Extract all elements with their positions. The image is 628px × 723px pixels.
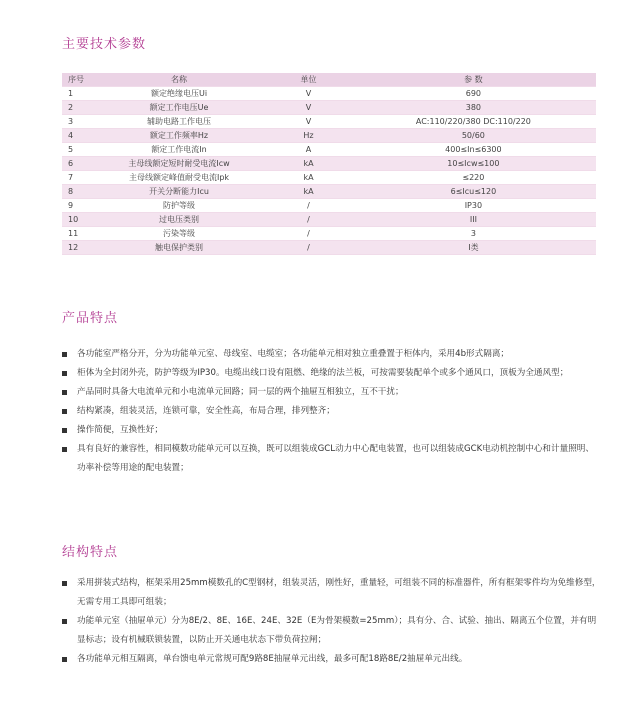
list-item-text: 各功能单元相互隔离，单台馈电单元常规可配9路8E抽屉单元出线，最多可配18路8E/2抽屉单元出线。	[77, 654, 468, 664]
list-item	[62, 421, 602, 440]
cell-name: 主母线额定短时耐受电流Icw	[128, 159, 230, 168]
cell-no: 9	[68, 201, 74, 210]
square-bullet-icon	[62, 581, 67, 586]
cell-unit: kA	[303, 173, 314, 182]
list-item-text: 采用拼装式结构，框架采用25mm模数孔的C型钢材，组装灵活，刚性好，重量轻，可组装不同的标准器件，所有框架零件均为免维修型，无需专用工具即可组装；	[77, 578, 601, 607]
cell-no: 2	[68, 103, 74, 112]
list-item	[62, 383, 602, 402]
square-bullet-icon	[62, 409, 67, 414]
cell-no: 3	[68, 117, 74, 126]
square-bullet-icon	[62, 352, 67, 357]
header-no: 序号	[68, 75, 84, 84]
cell-unit: /	[307, 215, 310, 224]
cell-unit: /	[307, 201, 310, 210]
square-bullet-icon	[62, 390, 67, 395]
list-item	[62, 345, 602, 364]
cell-value: 50/60	[461, 131, 485, 140]
cell-name: 污染等级	[163, 229, 196, 238]
table-row	[62, 129, 596, 143]
table-row	[62, 115, 596, 129]
cell-no: 4	[68, 131, 74, 140]
cell-name: 辅助电路工作电压	[147, 117, 212, 126]
cell-name: 开关分断能力Icu	[149, 187, 209, 196]
list-item-text: 具有良好的兼容性，相同模数功能单元可以互换，既可以组装成GCL动力中心配电装置，也可以组装成GCK电动机控制中心和计量照明、功率补偿等用途的配电装置；	[77, 444, 594, 473]
features-list	[62, 345, 602, 478]
cell-name: 过电压类别	[159, 215, 200, 224]
cell-unit: V	[305, 89, 312, 98]
cell-name: 防护等级	[163, 201, 196, 210]
list-item	[62, 574, 602, 612]
cell-value: AC:110/220/380 DC:110/220	[415, 117, 531, 126]
table-row	[62, 143, 596, 157]
cell-name: 额定工作频率Hz	[149, 131, 209, 140]
table-row	[62, 199, 596, 213]
table-row	[62, 101, 596, 115]
structure-section-title: 结构特点	[62, 545, 119, 560]
cell-no: 8	[68, 187, 74, 196]
square-bullet-icon	[62, 447, 67, 452]
cell-value: 400≤In≤6300	[445, 145, 502, 154]
list-item	[62, 402, 602, 421]
cell-value: 690	[465, 89, 482, 98]
list-item	[62, 650, 602, 669]
cell-value: 380	[465, 103, 482, 112]
cell-unit: A	[305, 145, 312, 154]
header-value: 参 数	[464, 75, 483, 84]
table-row	[62, 227, 596, 241]
table-row	[62, 185, 596, 199]
list-item-text: 操作简便，互换性好；	[77, 425, 163, 435]
cell-unit: V	[305, 117, 312, 126]
params-section-title: 主要技术参数	[62, 37, 147, 52]
list-item-text: 各功能室严格分开，分为功能单元室、母线室、电缆室；各功能单元相对独立重叠置于柜体内，采用4b形式隔离；	[77, 349, 510, 359]
cell-name: 额定工作电压Ue	[149, 103, 209, 112]
cell-unit: kA	[303, 187, 314, 196]
list-item-text: 柜体为全封闭外壳，防护等级为IP30。电缆出线口设有阻燃、绝缘的法兰板，可按需要装配单个或多个通风口，顶板为全通风型；	[77, 368, 569, 378]
cell-unit: /	[307, 243, 310, 252]
cell-no: 7	[68, 173, 74, 182]
square-bullet-icon	[62, 619, 67, 624]
cell-no: 1	[68, 89, 74, 98]
cell-value: III	[469, 215, 477, 224]
cell-unit: kA	[303, 159, 314, 168]
table-row	[62, 87, 596, 101]
cell-no: 10	[68, 215, 79, 224]
list-item	[62, 440, 602, 478]
square-bullet-icon	[62, 428, 67, 433]
cell-value: I类	[468, 243, 479, 252]
table-row	[62, 241, 596, 255]
cell-name: 主母线额定峰值耐受电流Ipk	[129, 173, 230, 182]
table-row	[62, 157, 596, 171]
structure-list	[62, 574, 602, 669]
square-bullet-icon	[62, 371, 67, 376]
cell-unit: Hz	[303, 131, 314, 140]
cell-no: 11	[68, 229, 79, 238]
cell-name: 触电保护类别	[155, 243, 204, 252]
cell-value: IP30	[464, 201, 483, 210]
cell-unit: /	[307, 229, 310, 238]
table-row	[62, 213, 596, 227]
cell-no: 6	[68, 159, 74, 168]
cell-value: ≤220	[462, 173, 485, 182]
params-table-header	[62, 73, 596, 87]
header-name: 名称	[171, 75, 188, 84]
list-item-text: 功能单元室（抽屉单元）分为8E/2、8E、16E、24E、32E（E为骨架模数=25mm）；具有分、合、试验、抽出、隔离五个位置，并有明显标志；设有机械联锁装置，以防止开关通电状态下带负荷拉闸；	[77, 616, 597, 645]
cell-unit: V	[305, 103, 312, 112]
list-item-text: 结构紧凑，组装灵活，连锁可靠，安全性高，布局合理，排列整齐；	[77, 406, 335, 416]
cell-no: 12	[68, 243, 79, 252]
cell-value: 6≤Icu≤120	[450, 187, 497, 196]
list-item	[62, 612, 602, 650]
square-bullet-icon	[62, 657, 67, 662]
cell-name: 额定工作电流In	[151, 145, 207, 154]
header-unit: 单位	[300, 75, 317, 84]
list-item	[62, 364, 602, 383]
params-table	[62, 73, 596, 255]
cell-value: 10≤Icw≤100	[447, 159, 500, 168]
cell-no: 5	[68, 145, 74, 154]
table-row	[62, 171, 596, 185]
list-item-text: 产品同时具备大电流单元和小电流单元回路；同一层的两个抽屉互相独立，互不干扰；	[77, 387, 404, 397]
cell-name: 额定绝缘电压Ui	[151, 89, 208, 98]
cell-value: 3	[470, 229, 476, 238]
features-section-title: 产品特点	[62, 311, 119, 326]
